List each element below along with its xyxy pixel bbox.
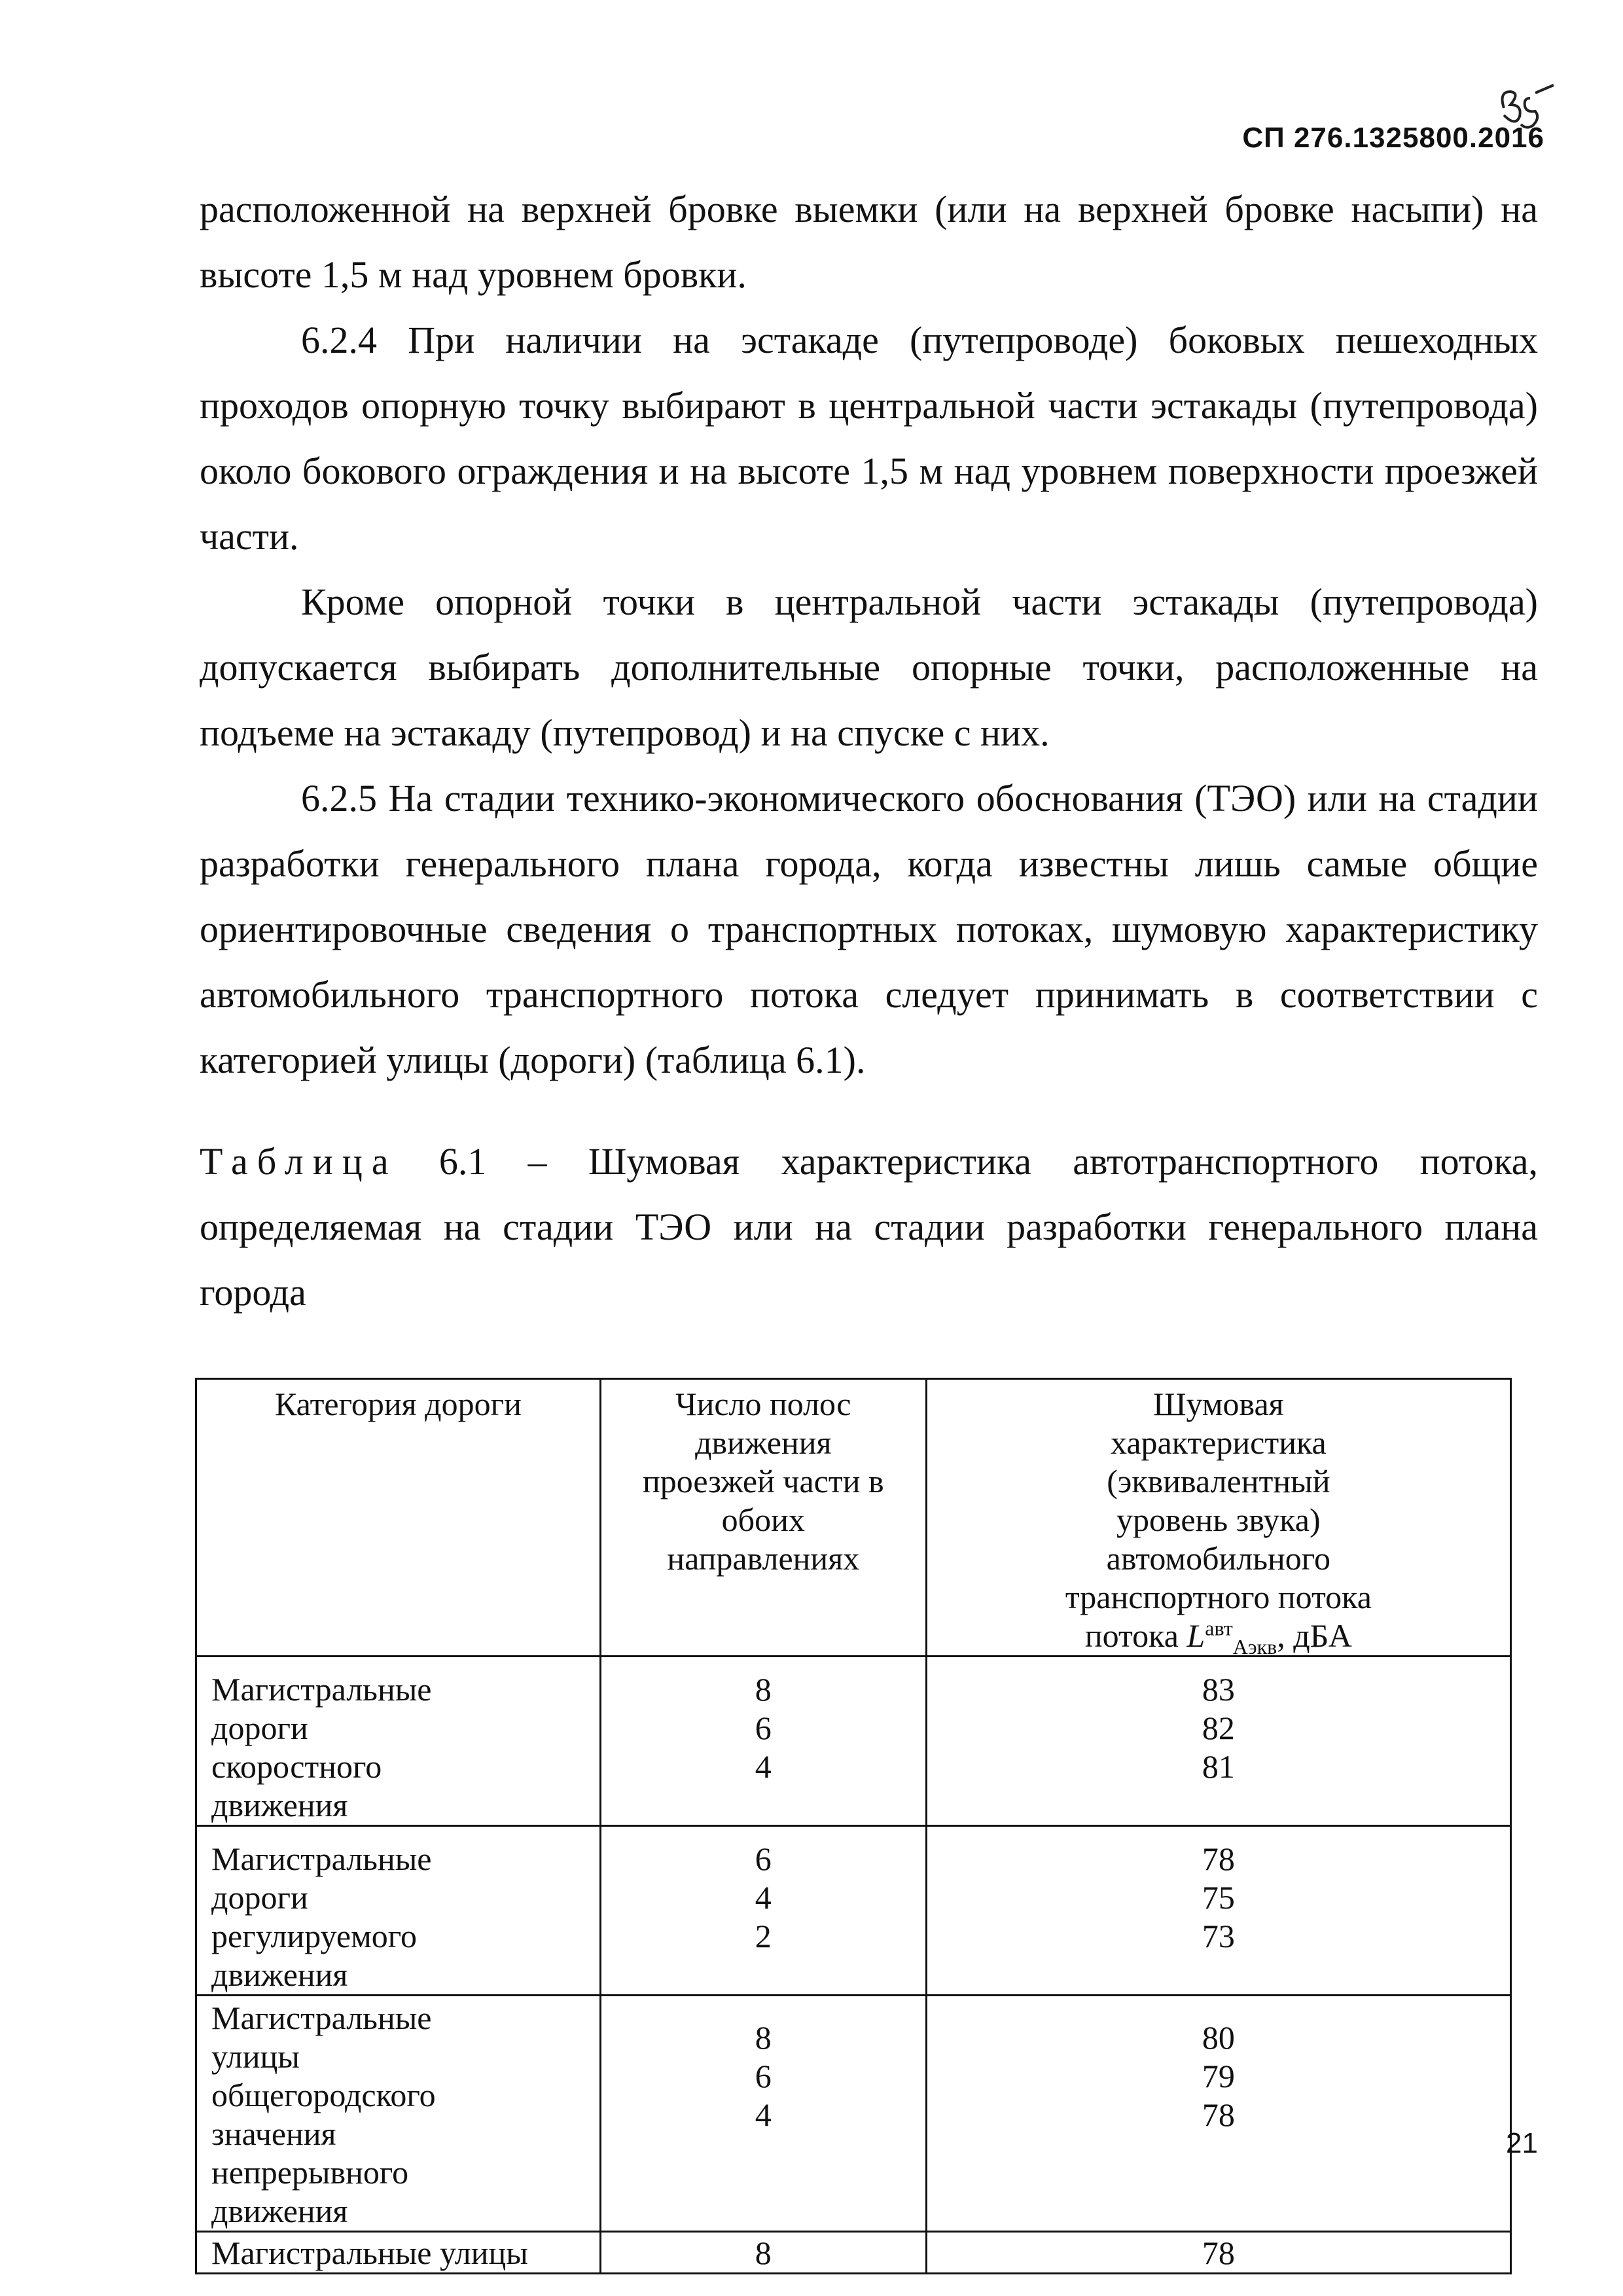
handwritten-page-number [1484, 79, 1563, 137]
table-title [200, 1129, 1538, 1325]
header-lanes: Число полос движения проезжей части в обоих направлениях [600, 1379, 926, 1657]
noise-characteristics-table [195, 1378, 1512, 2274]
row-lanes: 8 6 4 [600, 1657, 926, 1826]
row-noise: 78 75 73 [926, 1826, 1510, 1996]
page-number: 21 [1506, 2127, 1538, 2159]
row-category: Магистральные дороги скоростного движения [196, 1657, 601, 1826]
row-noise: 80 79 78 [926, 1996, 1510, 2232]
document-code: СП 276.1325800.2016 [1242, 122, 1544, 154]
header-category: Категория дороги [196, 1379, 601, 1657]
table-title-text: 6.1 – Шумовая характеристика автотранспортного потока, определяемая на стадии ТЭО или на стадии разработки генерального плана города [200, 1140, 1539, 1314]
row-category: Магистральные улицы общегородского значения непрерывного движения [196, 1996, 601, 2232]
header-noise: Шумовая характеристика (эквивалентный уровень звука) автомобильного транспортного потока потока $L^{авт}_{Аэкв}$, дБА [926, 1379, 1510, 1657]
paragraph-6-2-4: 6.2.4 При наличии на эстакаде (путепроводе) боковых пешеходных проходов опорную точку выбирают в центральной части эстакады (путепровода) около бокового ограждения и на высоте 1,5 м над уровнем поверхности проезжей части. [200, 319, 1538, 558]
table-row [196, 1657, 1511, 1826]
row-noise: 83 82 81 [926, 1657, 1510, 1826]
paragraph-reference-points: Кроме опорной точки в центральной части эстакады (путепровода) допускается выбирать дополнительные опорные точки, расположенные на подъеме на эстакаду (путепровод) и на спуске с них. [200, 581, 1538, 754]
row-noise: 78 [926, 2232, 1510, 2274]
table-row [196, 1996, 1511, 2232]
paragraph-6-2-5: 6.2.5 На стадии технико-экономического обоснования (ТЭО) или на стадии разработки генерального плана города, когда известны лишь самые общие ориентировочные сведения о транспортных потоках, шумовую характеристику автомобильного транспортного потока следует принимать в соответствии с категорией улицы (дороги) (таблица 6.1). [200, 777, 1538, 1081]
table-row [196, 1826, 1511, 1996]
table-row [196, 2232, 1511, 2274]
row-category: Магистральные дороги регулируемого движения [196, 1826, 601, 1996]
table-label: Таблица [200, 1140, 398, 1183]
paragraph-continuation: расположенной на верхней бровке выемки (или на верхней бровке насыпи) на высоте 1,5 м над уровнем бровки. [200, 188, 1538, 296]
row-lanes: 8 [600, 2232, 926, 2274]
noise-symbol: потока $L^{авт}_{Аэкв}$, дБА [1084, 1616, 1352, 1659]
row-category: Магистральные улицы [196, 2232, 601, 2274]
table-header-row [196, 1379, 1511, 1657]
row-lanes: 8 6 4 [600, 1996, 926, 2232]
row-lanes: 6 4 2 [600, 1826, 926, 1996]
